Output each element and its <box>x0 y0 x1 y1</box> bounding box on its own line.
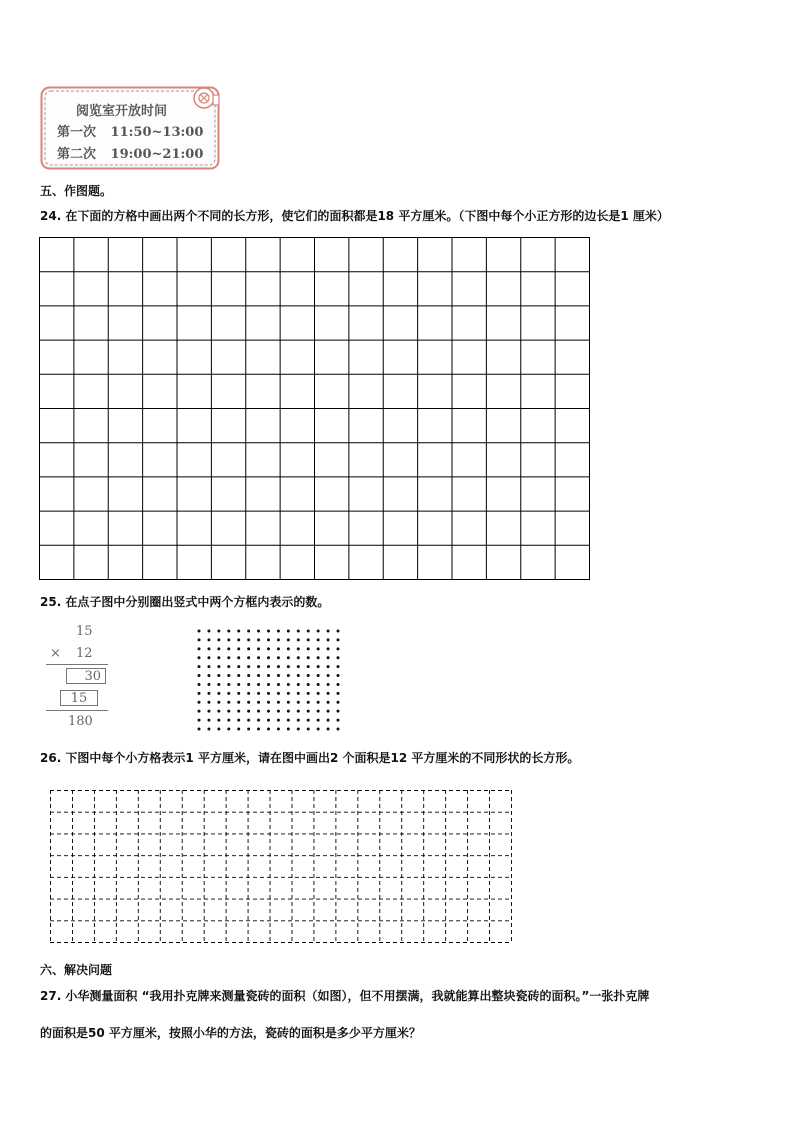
dot <box>307 647 310 650</box>
dot <box>198 692 201 695</box>
dot <box>247 647 250 650</box>
dot <box>247 656 250 659</box>
dot <box>287 710 290 713</box>
dot <box>337 674 340 677</box>
dot <box>287 638 290 641</box>
dot <box>237 665 240 668</box>
dot <box>277 683 280 686</box>
mult-partial-box-1: 30 <box>66 668 106 684</box>
question-26-text: 26. 下图中每个小方格表示1 平方厘米，请在图中画出2 个面积是12 平方厘米的不同形状的长方形。 <box>40 751 580 765</box>
dot <box>297 638 300 641</box>
dot <box>227 710 230 713</box>
dot <box>327 656 330 659</box>
dot <box>297 719 300 722</box>
dot <box>287 719 290 722</box>
dot <box>337 630 340 633</box>
dot <box>297 710 300 713</box>
dot <box>198 728 201 731</box>
dot <box>207 683 210 686</box>
dot <box>337 710 340 713</box>
dot <box>207 719 210 722</box>
dot <box>277 692 280 695</box>
dot <box>217 728 220 731</box>
dot <box>287 647 290 650</box>
sign-row-2-label: 第二次 <box>57 147 97 162</box>
dot <box>227 701 230 704</box>
dot <box>217 656 220 659</box>
dot <box>297 728 300 731</box>
question-27-line-2: 的面积是50 平方厘米，按照小华的方法，瓷砖的面积是多少平方厘米？ <box>40 1026 421 1040</box>
sign-row-1-time: 11:50~13:00 <box>110 125 204 140</box>
mult-partial-box-2: 15 <box>60 690 98 706</box>
dot <box>198 665 201 668</box>
dot <box>267 701 270 704</box>
dot <box>337 647 340 650</box>
dot <box>297 647 300 650</box>
section-5-heading: 五、作图题。 <box>40 184 113 198</box>
dot <box>317 647 320 650</box>
dot <box>267 683 270 686</box>
dot <box>237 638 240 641</box>
dot-grid <box>196 628 341 732</box>
dot <box>267 719 270 722</box>
sign-title: 阅览室开放时间 <box>76 104 168 119</box>
dot <box>247 683 250 686</box>
dot <box>337 656 340 659</box>
dot <box>277 665 280 668</box>
dot <box>227 656 230 659</box>
dot <box>217 710 220 713</box>
dot <box>267 692 270 695</box>
dot <box>247 674 250 677</box>
dot <box>227 674 230 677</box>
dot <box>277 701 280 704</box>
dot <box>227 647 230 650</box>
dot <box>237 630 240 633</box>
dot <box>217 701 220 704</box>
dot <box>227 630 230 633</box>
dot <box>297 692 300 695</box>
dot <box>198 719 201 722</box>
dot <box>247 692 250 695</box>
dot <box>227 728 230 731</box>
dot <box>317 665 320 668</box>
dot <box>237 692 240 695</box>
dot <box>247 630 250 633</box>
dot <box>277 710 280 713</box>
dot <box>337 638 340 641</box>
dot <box>317 630 320 633</box>
dot <box>307 728 310 731</box>
dot <box>257 692 260 695</box>
dot <box>307 630 310 633</box>
dot <box>237 647 240 650</box>
dot <box>317 719 320 722</box>
dot <box>267 630 270 633</box>
dot <box>247 719 250 722</box>
dot <box>237 683 240 686</box>
dot <box>297 701 300 704</box>
dot <box>277 638 280 641</box>
dot <box>217 647 220 650</box>
dot <box>307 710 310 713</box>
dot <box>287 656 290 659</box>
dot <box>337 665 340 668</box>
dot <box>247 710 250 713</box>
dot <box>327 692 330 695</box>
dot <box>337 692 340 695</box>
dot <box>227 638 230 641</box>
dot <box>237 701 240 704</box>
dot <box>307 638 310 641</box>
dot <box>198 656 201 659</box>
dot <box>307 701 310 704</box>
dot <box>317 701 320 704</box>
mult-line-2 <box>46 710 108 711</box>
dot <box>317 674 320 677</box>
dot <box>217 683 220 686</box>
dot <box>227 665 230 668</box>
dot <box>297 683 300 686</box>
dot <box>207 728 210 731</box>
dot <box>227 692 230 695</box>
dot <box>207 710 210 713</box>
dot <box>307 665 310 668</box>
dot <box>207 665 210 668</box>
dot <box>337 683 340 686</box>
dot <box>297 656 300 659</box>
dot <box>277 719 280 722</box>
dot <box>257 728 260 731</box>
dot <box>247 728 250 731</box>
dot <box>237 710 240 713</box>
dot <box>217 630 220 633</box>
question-24-text: 24. 在下面的方格中画出两个不同的长方形，使它们的面积都是18 平方厘米。（下图中每个小正方形的边长是1 厘米） <box>40 209 669 223</box>
dot <box>257 638 260 641</box>
dot <box>327 647 330 650</box>
dot <box>257 719 260 722</box>
sign-row-1 <box>57 121 203 140</box>
sign-row-1-label: 第一次 <box>57 125 97 140</box>
dot <box>207 674 210 677</box>
dot <box>327 701 330 704</box>
question-25-text: 25. 在点子图中分别圈出竖式中两个方框内表示的数。 <box>40 595 330 609</box>
dot <box>317 728 320 731</box>
dot <box>257 665 260 668</box>
dot <box>247 701 250 704</box>
dot <box>217 719 220 722</box>
sign-row-2 <box>57 143 203 162</box>
dot <box>247 638 250 641</box>
dot <box>307 656 310 659</box>
dot <box>198 683 201 686</box>
dot <box>257 630 260 633</box>
dot <box>267 710 270 713</box>
dot <box>327 665 330 668</box>
section-6-heading: 六、解决问题 <box>40 963 113 977</box>
mult-operator: × <box>50 646 61 661</box>
dot <box>207 630 210 633</box>
dot <box>317 683 320 686</box>
dot <box>257 656 260 659</box>
dot <box>277 647 280 650</box>
dot <box>317 710 320 713</box>
dot <box>198 647 201 650</box>
vertical-multiplication <box>46 624 108 734</box>
dot <box>327 683 330 686</box>
dot <box>198 701 201 704</box>
dot <box>257 683 260 686</box>
dot <box>207 701 210 704</box>
dot <box>337 701 340 704</box>
dot <box>267 647 270 650</box>
dot <box>207 692 210 695</box>
dot <box>327 638 330 641</box>
dot <box>247 665 250 668</box>
dot <box>267 728 270 731</box>
dot <box>327 719 330 722</box>
dot <box>277 630 280 633</box>
dot <box>217 638 220 641</box>
dot <box>317 656 320 659</box>
dashed-grid-26 <box>50 790 512 943</box>
dot <box>317 638 320 641</box>
dot <box>227 719 230 722</box>
mult-top-number: 15 <box>76 624 93 639</box>
dot <box>307 683 310 686</box>
dot <box>297 630 300 633</box>
dot <box>257 674 260 677</box>
dot <box>277 674 280 677</box>
dot <box>287 665 290 668</box>
dot <box>198 638 201 641</box>
dot <box>207 638 210 641</box>
dot <box>287 701 290 704</box>
dot <box>267 674 270 677</box>
dot <box>287 728 290 731</box>
dot <box>307 719 310 722</box>
dot <box>297 674 300 677</box>
question-27-line-1: 27. 小华测量面积 “我用扑克牌来测量瓷砖的面积（如图），但不用摆满，我就能算出整块瓷砖的面积。”一张扑克牌 <box>40 989 650 1003</box>
dot <box>307 692 310 695</box>
dot <box>227 683 230 686</box>
dot <box>287 630 290 633</box>
dot <box>287 674 290 677</box>
dot <box>207 647 210 650</box>
dot <box>198 674 201 677</box>
dot <box>217 692 220 695</box>
dot <box>267 665 270 668</box>
dot <box>198 630 201 633</box>
square-grid-24 <box>39 237 590 580</box>
dot <box>327 674 330 677</box>
dot <box>237 728 240 731</box>
dot <box>267 656 270 659</box>
dot <box>337 719 340 722</box>
dot <box>327 728 330 731</box>
sign-row-2-time: 19:00~21:00 <box>110 147 204 162</box>
dot <box>327 630 330 633</box>
mult-line-1 <box>46 664 108 665</box>
dot <box>198 710 201 713</box>
dot <box>207 656 210 659</box>
dot <box>257 647 260 650</box>
mult-result: 180 <box>68 714 93 729</box>
dot <box>237 656 240 659</box>
dot <box>277 728 280 731</box>
dot <box>277 656 280 659</box>
dot <box>317 692 320 695</box>
dot <box>297 665 300 668</box>
dot <box>237 674 240 677</box>
dot <box>287 683 290 686</box>
dot <box>287 692 290 695</box>
dot <box>307 674 310 677</box>
dot <box>257 710 260 713</box>
dot <box>257 701 260 704</box>
dot <box>237 719 240 722</box>
mult-second-number: 12 <box>76 646 93 661</box>
dot <box>217 665 220 668</box>
dot <box>337 728 340 731</box>
dot <box>217 674 220 677</box>
dot <box>327 710 330 713</box>
dot <box>267 638 270 641</box>
